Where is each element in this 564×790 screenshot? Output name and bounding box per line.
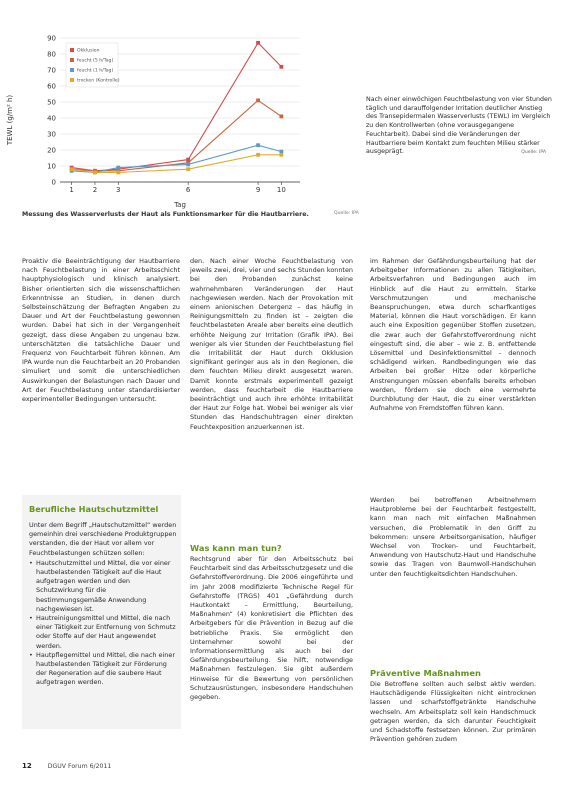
- data-point: [186, 163, 190, 167]
- y-tick-label: 90: [47, 34, 56, 43]
- column-3-text: [370, 257, 536, 413]
- y-axis-ticks: [47, 34, 56, 186]
- info-box: [22, 495, 181, 729]
- side-note-text: Nach einer einwöchigen Feuchtbelastung von vier Stunden täglich und darauffolgender Irritation deutlicher Anstieg des Transepidermalen Wasserverlusts (TEWL) im Vergleich zu den Kontrollwerten (ohne vorausgegangene Feuchtarbeit). Dabei sind die Veränderungen der Hautbarriere beim Kontakt zum feuchten Milieu stärker ausgeprägt.: [366, 96, 552, 156]
- legend-entry: Okklusion: [77, 48, 100, 54]
- section-praeventive-massnahmen: [370, 668, 536, 744]
- data-point: [256, 99, 260, 103]
- column-2-text: [190, 257, 353, 432]
- y-tick-label: 80: [47, 50, 56, 59]
- data-point: [93, 171, 97, 175]
- y-tick-label: 70: [47, 66, 56, 75]
- info-box-list-item: • Hautpflegemittel und Mittel, die nach einer hautbelastenden Tätigkeit zur Förderung der Regeneration auf die saubere Haut aufgetragen werden.: [29, 651, 178, 688]
- column-3-continued: [370, 496, 536, 579]
- x-tick-label: 1: [69, 186, 74, 194]
- x-tick-label: 10: [276, 186, 286, 194]
- column-2-paragraph: den. Nach einer Woche Feuchtbelastung von jeweils zwei, drei, vier und sechs Stunden konnten bei den Probanden zunächst keine wahrnehmbaren Veränderungen der Haut nachgewiesen werden. Nach der Provokation mit einem anionischen Detergenz – das häufig in Reinigungsmitteln zu finden ist – zeigten die feuchtbelasteten Areale aber bereits eine deutlich erhöhte Neigung zur Irritation (Grafik IPA). Bei weniger als vier Stunden der Feuchtbelastung fiel die Irritabilität der Haut durch Okklusion signifikant geringer aus als in den Regionen, die dem feuchten Milieu direkt ausgesetzt waren. Damit konnte erstmals experimentell gezeigt werden, dass feuchtarbeit die Hautbarriere beeinträchtigt und auch ihre erhöhte Irritabilität der Haut zur Folge hat. Wobei bei weniger als vier Stunden das Handschuhtragen einer direkten Feuchtexposition anzuerkennen ist.: [190, 257, 353, 431]
- figure-caption: [22, 211, 362, 218]
- section-was-kann-man-tun: [190, 543, 353, 702]
- legend-entry: feucht (5 h/Tag): [77, 58, 114, 64]
- y-tick-label: 20: [47, 146, 56, 155]
- data-point: [279, 65, 283, 69]
- x-tick-label: 9: [255, 186, 261, 194]
- x-tick-label: 2: [92, 186, 98, 194]
- data-point: [116, 166, 120, 170]
- x-tick-label: 6: [185, 186, 191, 194]
- data-point: [186, 167, 190, 171]
- data-point: [279, 115, 283, 119]
- y-axis-label: TEWL (g/m² h): [6, 94, 14, 146]
- section-paragraph: Rechtsgrund aber für den Arbeitsschutz bei Feuchtarbeit sind das Arbeitsschutzgesetz und die Gefahrstoffverordnung. Die 2006 eingeführte und im Jahr 2008 modifizierte Technische Regel für Gefahrstoffe (TRGS) 401 „Gefährdung durch Hautkontakt – Ermittlung, Beurteilung, Maßnahmen“ (4) konkretisiert die Pflichten des Arbeitgebers für die Prävention in Bezug auf die betriebliche Praxis. Sie ermöglicht den Unternehmer sowohl bei der Informationsermittlung als auch bei der Gefährdungsbeurteilung. Sie hilft, notwendige Maßnahmen festzulegen. Sie gibt außerdem Hinweise für die Bewertung von persönlichen Schutzausrüstungen, insbesondere Handschuhen gegeben.: [190, 555, 353, 702]
- page-number: 12: [22, 762, 32, 770]
- y-tick-label: 60: [47, 82, 56, 91]
- figure-caption-text: Messung des Wasserverlusts der Haut als Funktionsmarker für die Hautbarriere.: [22, 211, 309, 218]
- data-point: [116, 171, 120, 175]
- section-paragraph: Die Betroffene sollten auch selbst aktiv werden. Hautschädigende Flüssigkeiten nicht eintrocknen lassen und scharfstoffgetränkte Handschuhe wechseln. Am Arbeitsplatz soll kein Handschmuck getragen werden, da sich darunter Feuchtigkeit und Schadstoffe festsetzen können. Zur primären Prävention gehören zudem: [370, 680, 536, 744]
- y-tick-label: 30: [47, 130, 56, 139]
- x-axis-ticks: [69, 182, 285, 194]
- side-note-source: Quelle: IPA: [521, 150, 546, 156]
- y-tick-label: 0: [51, 178, 56, 187]
- info-box-body: [29, 521, 178, 688]
- legend-swatch: [70, 48, 74, 52]
- info-box-intro: Unter dem Begriff „Hautschutzmittel“ werden gemeinhin drei verschiedene Produktgruppen verstanden, die der Haut vor allem vor Feuchtbelastungen schützen sollen:: [29, 521, 177, 557]
- x-axis-label: Tag: [174, 201, 186, 209]
- publication-name: DGUV Forum 6/2011: [47, 763, 112, 770]
- info-box-list-item: • Hautschutzmittel und Mittel, die vor einer hautbelastenden Tätigkeit auf die Haut aufgetragen werden und den Schutzwirkung für die bestimmungsgemäße Anwendung nachgewiesen ist.: [29, 559, 178, 614]
- column-3-paragraph: im Rahmen der Gefährdungsbeurteilung hat der Arbeitgeber Informationen zu allen Tätigkeiten, Arbeitsverfahren und Bedingungen auch im Hinblick auf die Haut zu ermitteln. Starke Verschmutzungen und mechanische Beanspruchungen, etwa durch scharfkantiges Material, können die Haut vorschädigen. Er kann auch eine Exposition gegenüber Stoffen zusetzen, die zwar auch der Gefahrstoffverordnung nicht eingestuft sind, die aber – wie z. B. entfettende Lösemittel und Desinfektionsmittel – dennoch schädigend wirken. Randbedingungen wie das Arbeiten bei großer Hitze oder körperliche Anstrengungen müssen ebenfalls bereits erhoben werden, fördern sie doch eine vermehrte Durchblutung der Haut, die zu einer verstärkten Aufnahme von Fremdstoffen führen kann.: [370, 257, 536, 413]
- column-1-text: [22, 257, 180, 404]
- info-box-list: [29, 559, 178, 688]
- data-point: [256, 41, 260, 45]
- legend-entry: feucht (1 h/Tag): [77, 68, 114, 74]
- column-1-paragraph: Proaktiv die Beeinträchtigung der Hautbarriere nach Feuchtbelastung in einer Arbeitsschicht hauptphysiologisch und klinisch analysiert. Bisher orientierten sich die wissenschaftlichen Erkenntnisse an Studien, in denen durch Selbsteinschätzung der Befragten Angaben zu Dauer und Art der Feuchtbelastung gewonnen wurden. Dabei hat sich in der Vergangenheit gezeigt, dass diese Angaben zu ungenau bzw. unterschätzten die tatsächliche Dauer und Frequenz von Feuchtarbeit führen können. Am IPA wurde nun die Feuchtarbeit an 20 Probanden simuliert und somit die unterschiedlichen Auswirkungen der Belastungen nach Dauer und Art der Feuchtbelastung unter standardisierter experimenteller Bedingungen untersucht.: [22, 257, 180, 404]
- tewl-line-chart: [0, 0, 370, 212]
- x-tick-label: 3: [116, 186, 121, 194]
- y-tick-label: 50: [47, 98, 56, 107]
- y-tick-label: 10: [47, 162, 56, 171]
- legend-swatch: [70, 58, 74, 62]
- series-line: [72, 100, 282, 170]
- info-box-title: Berufliche Hautschutzmittel: [29, 504, 159, 514]
- figure-caption-source: Quelle: IPA: [334, 211, 359, 216]
- legend-swatch: [70, 78, 74, 82]
- section-heading: Was kann man tun?: [190, 543, 282, 553]
- y-tick-label: 40: [47, 114, 56, 123]
- data-point: [256, 153, 260, 157]
- data-point: [279, 153, 283, 157]
- info-box-list-item: • Hautreinigungsmittel und Mittel, die nach einer Tätigkeit zur Entfernung von Schmutz oder Stoffe auf der Haut angewendet werden.: [29, 614, 178, 651]
- data-point: [256, 143, 260, 147]
- column-3-paragraph-2: Werden bei betroffenen Arbeitnehmern Hautprobleme bei der Feuchtarbeit festgestellt, kann man nach mit einfachen Maßnahmen versuchen, die Problematik in den Griff zu bekommen: unsere Arbeitsorganisation, häufiger Wechsel von Trocken- und Feuchtarbeit, Anwendung von Hautschutz-Haut und Handschuhe sowie das Tragen von Baumwoll-Handschuhen unter den feuchtigkeitsdichten Handschuhen.: [370, 496, 536, 578]
- section-heading: Präventive Maßnahmen: [370, 668, 481, 678]
- legend-entry: trocken (Kontrolle): [77, 78, 120, 84]
- legend-swatch: [70, 68, 74, 72]
- page-footer: [22, 762, 111, 770]
- data-point: [70, 167, 74, 171]
- series-line: [72, 145, 282, 172]
- chart-legend: [66, 43, 120, 87]
- chart-side-note: [366, 96, 554, 157]
